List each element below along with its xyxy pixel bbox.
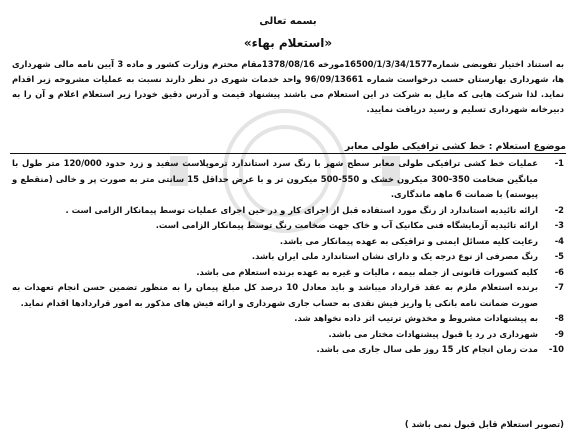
conditions-list <box>12 156 564 358</box>
item-number: 8- <box>554 313 564 323</box>
item-text: ارائه تائیدیه آزمایشگاه فنی مکانیک آب و خاک جهت ضخامت رنگ توسط پیمانکار الزامی است. <box>155 220 538 230</box>
item-text: عملیات خط کشی ترافیکی طولی معابر سطح شهر با رنگ سرد استاندارد ترموپلاست سفید و زرد حدود 120/000 متر طول با میانگین ضخامت 350-300 میکرون خشک و 550-500 میکرون تر و با عرض حداقل 15 سانتی متر به صورت پر و خالی (منقطع و پیوسته) با ضمانت 6 ماهه ماندگاری. <box>12 158 538 199</box>
list-item <box>12 234 564 250</box>
list-item <box>12 342 564 358</box>
item-text: ارائه تائیدیه استاندارد از رنگ مورد استفاده قبل از اجرای کار و در حین اجرای عملیات توسط پیمانکار الزامی است . <box>65 204 538 215</box>
item-number: 7- <box>554 282 564 292</box>
intro-paragraph: به استناد اختیار تفویضی شماره16500/1/3/34/1577مورخه 1378/08/16مقام محترم وزارت کشور و ماده 3 آیین نامه مالی شهرداری ها، شهرداری بهارستان حسب درخواست شماره 96/09/13661 واحد خدمات شهری در نظر دارند نسبت به عملیات مشروحه زیر اقدام نماید. لذا شرکت هایی که مایل به شرکت در این استعلام می باشند پیشنهاد قیمت و آدرس دقیق خودرا زیر استعلام اعلام و آن را به دبیرخانه شهرداری تسلیم و رسید دریافت نمایید. <box>12 59 564 114</box>
item-number: 1- <box>554 158 564 168</box>
list-item <box>12 327 564 343</box>
list-item <box>12 156 564 203</box>
list-item <box>12 280 564 311</box>
item-text: کلیه کسورات قانونی از جمله بیمه ، مالیات و غیره به عهده برنده استعلام می باشد. <box>196 266 538 277</box>
item-text: شهرداری در رد یا قبول پیشنهادات مختار می باشد. <box>328 328 538 339</box>
item-number: 6- <box>554 266 564 277</box>
divider-line <box>10 153 566 154</box>
list-item <box>12 203 564 219</box>
item-text: برنده استعلام ملزم به عقد قرارداد میباشد و باید معادل 10 درصد کل مبلغ پیمان را به منظور تضمین حسن انجام تعهدات به صورت ضمانت نامه بانکی یا واریز فیش نقدی به حساب جاری شهرداری و ارائه فیش های مذکور به امور قراردادها اقدام نماید. <box>12 282 538 308</box>
list-item <box>12 218 564 234</box>
subject-heading: موضوع استعلام : خط کشی ترافیکی طولی معابر <box>344 141 566 152</box>
list-item <box>12 265 564 281</box>
item-number: 4- <box>554 235 564 246</box>
item-number: 10- <box>548 344 564 354</box>
item-text: رعایت کلیه مسائل ایمنی و ترافیکی به عهده پیمانکار می باشد. <box>279 235 538 246</box>
item-text: به پیشنهادات مشروط و مخدوش ترتیب اثر داده نخواهد شد. <box>294 313 538 323</box>
item-number: 3- <box>554 220 564 230</box>
footer-note: (تصویر استعلام قابل قبول نمی باشد ) <box>404 419 564 429</box>
page-title: «استعلام بهاء» <box>243 36 333 50</box>
item-number: 5- <box>554 251 564 261</box>
list-item <box>12 249 564 265</box>
item-number: 2- <box>554 204 564 215</box>
item-text: مدت زمان انجام کار 15 روز طی سال جاری می باشد. <box>316 344 538 354</box>
item-text: رنگ مصرفی از نوع درجه یک و دارای نشان استاندارد ملی ایران باشد. <box>251 251 538 261</box>
list-item <box>12 311 564 327</box>
item-number: 9- <box>554 328 564 339</box>
bismillah-heading: بسمه تعالی <box>259 16 317 27</box>
